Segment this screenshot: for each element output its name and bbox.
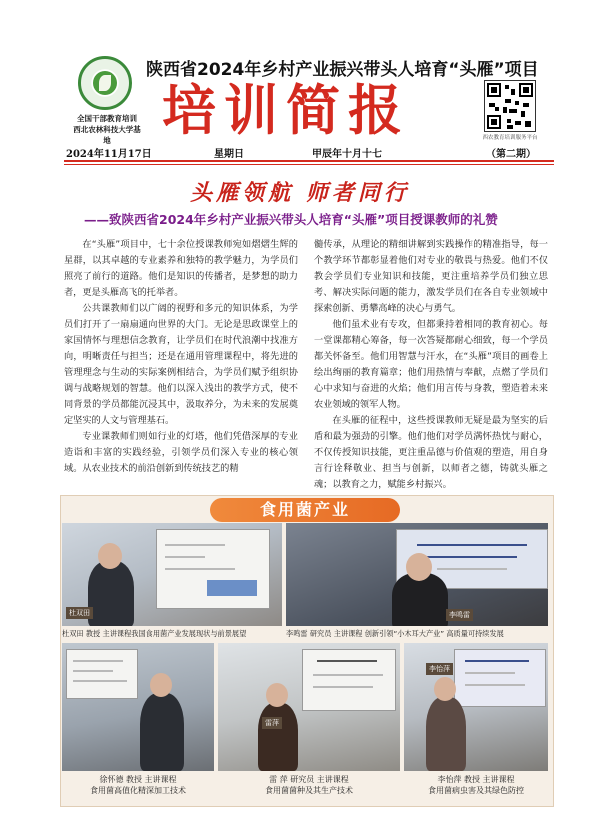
header-divider-thin bbox=[64, 164, 554, 165]
paragraph: 专业课教师们则如行业的灯塔，他们凭借深厚的专业造诣和丰富的实践经验，引领学员们深入专业的核心领域。从农业技术的前沿创新到传统技艺的精 bbox=[64, 431, 298, 474]
caption-line: 雷 萍 研究员 主讲课程 bbox=[269, 775, 349, 784]
photo-caption-1: 杜双田 教授 主讲课程我国食用菌产业发展现状与前景展望 bbox=[62, 629, 247, 638]
lecturer-figure bbox=[140, 693, 184, 771]
lecture-photo-3 bbox=[62, 643, 214, 771]
lecturer-figure bbox=[88, 561, 134, 626]
article-subhead: ——致陕西省2024年乡村产业振兴带头人培育“头雁”项目授课教师的礼赞 bbox=[84, 212, 498, 227]
presentation-slide bbox=[66, 649, 138, 699]
lecturer-head bbox=[434, 677, 456, 701]
masthead-title: 培训简报 bbox=[162, 78, 410, 142]
photo-caption-5 bbox=[404, 774, 548, 796]
qr-code-icon bbox=[484, 80, 536, 132]
issue-date: 2024年11月17日 bbox=[66, 149, 152, 160]
name-tag: 雷萍 bbox=[262, 717, 282, 729]
paragraph: 在头雁的征程中，这些授课教师无疑是最为坚实的后盾和最为强劲的引擎。他们他们对学员满怀热忱与耐心，不仅传授知识技能，更注重品德与价值观的塑造，用自身言行诠释敬业、担当与创新，以师者之德，铸就头雁之魂；以教育之力，赋能乡村振兴。 bbox=[314, 415, 548, 490]
org-line-1: 全国干部教育培训 bbox=[77, 114, 137, 123]
caption-line: 食用菌高值化精深加工技术 bbox=[90, 786, 186, 795]
issue-number: （第二期） bbox=[486, 149, 536, 160]
name-tag: 李鸣雷 bbox=[446, 609, 473, 621]
lecture-photo-4 bbox=[218, 643, 400, 771]
section-banner: 食用菌产业 bbox=[210, 498, 400, 522]
paragraph: 髓传承，从理论的精细讲解到实践操作的精准指导，每一个教学环节都彰显着他们对专业的敬畏与热爱。他们不仅教会学员们专业知识和技能，更注重培养学员们独立思考、解决实际问题的能力，激发学员们在各自专业领域中探索创新、勇攀高峰的决心与勇气。 bbox=[314, 239, 548, 314]
article-column-right bbox=[314, 237, 548, 493]
university-logo-icon bbox=[78, 56, 132, 110]
presentation-slide bbox=[454, 649, 546, 707]
org-label bbox=[70, 113, 144, 146]
photo-caption-4 bbox=[218, 774, 400, 796]
lecturer-figure bbox=[258, 703, 298, 771]
presentation-slide bbox=[302, 649, 396, 711]
lecture-photo-5 bbox=[404, 643, 548, 771]
lecturer-head bbox=[98, 543, 122, 569]
photo-caption-2: 李鸣雷 研究员 主讲课程 创新引领“小木耳大产业” 高质量可持续发展 bbox=[286, 629, 504, 638]
lecturer-head bbox=[266, 683, 288, 707]
lecturer-head bbox=[150, 673, 172, 697]
lecturer-figure bbox=[426, 697, 466, 771]
weekday: 星期日 bbox=[214, 149, 244, 160]
paragraph: 公共课教师们以广阔的视野和多元的知识体系，为学员们打开了一扇扇通向世界的大门。无论是思政课堂上的家国情怀与理想信念教育，让学员们在时代浪潮中找准方向，明晰责任与担当；还是在通用管理课程中，将先进的管理理念与生动的实际案例相结合，为学员们赋予组织协调与战略规划的智慧。他们以深入浅出的教学方式，使不同背景的学员都能沉浸其中，汲取养分，为未来的发展奠定坚实的人文与管理基石。 bbox=[64, 303, 298, 426]
project-title: 陕西省2024年乡村产业振兴带头人培育“头雁”项目 bbox=[146, 60, 539, 80]
photo-caption-3 bbox=[62, 774, 214, 796]
header-divider bbox=[64, 160, 554, 162]
lecture-photo-1 bbox=[62, 523, 282, 626]
article-headline: 头雁领航 师者同行 bbox=[190, 180, 410, 206]
caption-line: 徐怀德 教授 主讲课程 bbox=[99, 775, 177, 784]
caption-line: 食用菌病虫害及其绿色防控 bbox=[428, 786, 524, 795]
lecturer-head bbox=[406, 553, 432, 581]
caption-line: 李怡萍 教授 主讲课程 bbox=[437, 775, 515, 784]
article-column-left bbox=[64, 237, 298, 477]
presentation-slide bbox=[156, 529, 270, 609]
caption-line: 食用菌菌种及其生产技术 bbox=[265, 786, 353, 795]
leaf-icon bbox=[99, 75, 111, 91]
paragraph: 他们虽术业有专攻，但都秉持着相同的教育初心。每一堂课都精心筹备，每一次答疑都耐心细致，每一个学员都关怀备至。他们用智慧与汗水，在“头雁”项目的画卷上绘出绚丽的教育篇章；他们用热情与奉献，点燃了学员们心中求知与奋进的火焰；他们用言传与身教，塑造着未来农业领域的领军人物。 bbox=[314, 319, 548, 410]
org-line-2: 西北农林科技大学基地 bbox=[73, 125, 141, 145]
paragraph: 在“头雁”项目中，七十余位授课教师宛如熠熠生辉的星群，以其卓越的专业素养和独特的教学魅力，为学员们照亮了前行的道路。他们是知识的传播者，是梦想的助力者，更是头雁高飞的托举者。 bbox=[64, 239, 298, 298]
name-tag: 李怡萍 bbox=[426, 663, 453, 675]
qr-caption: 西农教育培训服务平台 bbox=[482, 135, 538, 141]
name-tag: 杜双田 bbox=[66, 607, 93, 619]
lunar-date: 甲辰年十月十七 bbox=[312, 149, 382, 160]
lecture-photo-2 bbox=[286, 523, 548, 626]
